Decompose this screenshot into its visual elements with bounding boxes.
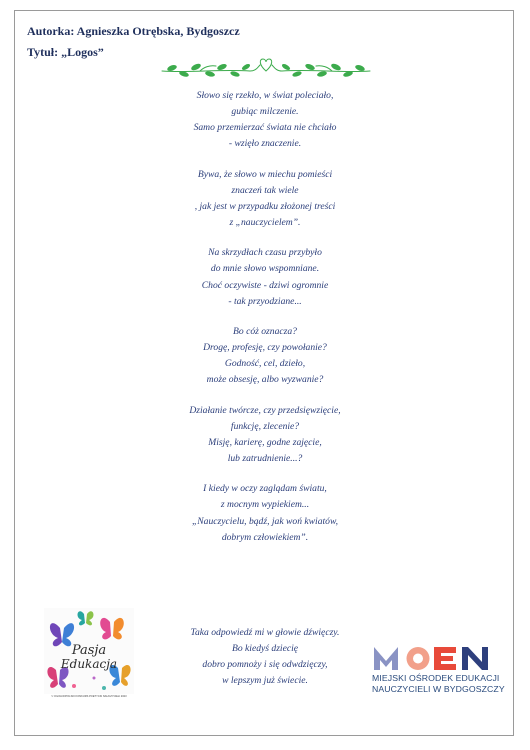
poem-line: lub zatrudnienie...? bbox=[227, 452, 303, 464]
moen-name-line2: NAUCZYCIELI W BYDGOSZCZY bbox=[372, 684, 505, 694]
poem-line: dobrym człowiekiem”. bbox=[221, 531, 309, 543]
poem-line: Samo przemierzać świata nie chciało bbox=[193, 122, 337, 134]
moen-letters-icon bbox=[372, 643, 502, 671]
vine-ornament-icon bbox=[160, 55, 372, 79]
stanza-1 bbox=[0, 88, 530, 152]
poem-line: I kiedy w oczy zaglądam światu, bbox=[203, 483, 327, 495]
pasja-logo-line1: Pasja bbox=[71, 643, 107, 658]
stanza-6 bbox=[0, 481, 530, 545]
author-line: Autorka: Agnieszka Otrębska, Bydgoszcz bbox=[27, 24, 240, 38]
pasja-edukacja-logo bbox=[44, 608, 134, 698]
poem-line: - wzięło znaczenie. bbox=[228, 138, 302, 150]
poem-line: Bywa, że słowo w miechu pomieści bbox=[197, 168, 333, 180]
poem-line: dobro pomnoży i się odwdzięczy, bbox=[202, 659, 328, 671]
stanza-5 bbox=[0, 403, 530, 467]
poem-line: , jak jest w przypadku złożonej treści bbox=[194, 200, 336, 212]
poem-line: Na skrzydłach czasu przybyło bbox=[208, 247, 322, 259]
poem-line: Słowo się rzekło, w świat poleciało, bbox=[196, 90, 334, 101]
poem-line: w lepszym już świecie. bbox=[222, 675, 308, 687]
moen-name-line1: MIEJSKI OŚRODEK EDUKACJI bbox=[372, 673, 500, 683]
poem-line: z „nauczycielem”. bbox=[229, 216, 301, 228]
poem-line: Godność, cel, dzieło, bbox=[224, 358, 306, 370]
poem-line: Drogę, profesję, czy powołanie? bbox=[203, 342, 327, 354]
poem-line: Bo cóż oznacza? bbox=[233, 326, 297, 338]
poem-line: - tak przyodziane... bbox=[228, 295, 302, 307]
poem-line: znaczeń tak wiele bbox=[231, 184, 299, 196]
poem-line: do mnie słowo wspomniane. bbox=[210, 263, 320, 275]
pasja-logo-line2: Edukacja bbox=[60, 657, 118, 671]
poem-line: Taka odpowiedź mi w głowie dźwięczy. bbox=[190, 627, 340, 638]
poem-title: Tytuł: „Logos” bbox=[27, 45, 104, 59]
poem-line: Działanie twórcze, czy przedsięwzięcie, bbox=[189, 404, 341, 416]
poem-line: może obsesję, albo wyzwanie? bbox=[206, 374, 324, 386]
moen-logo bbox=[372, 643, 505, 694]
stanza-3 bbox=[0, 245, 530, 309]
pasja-logo-caption: © OGÓLNOPOLSKI KONKURS POETYCKI NAUCZYCIELI 2023 bbox=[51, 695, 127, 698]
stanza-2 bbox=[0, 167, 530, 231]
poem-line: z mocnym wypiekiem... bbox=[220, 499, 310, 511]
butterflies-icon bbox=[44, 608, 134, 694]
poem-line: Choć oczywiste - dziwi ogromnie bbox=[201, 279, 329, 291]
stanza-4 bbox=[0, 324, 530, 388]
poem-line: „Nauczycielu, bądź, jak woń kwiatów, bbox=[191, 515, 339, 527]
poem-line: Misję, karierę, godne zajęcie, bbox=[208, 436, 322, 448]
poem-line: funkcję, zlecenie? bbox=[230, 420, 300, 432]
poem-line: Bo kiedyś dziecię bbox=[231, 643, 299, 655]
poem-line: gubiąc milczenie. bbox=[231, 106, 299, 118]
